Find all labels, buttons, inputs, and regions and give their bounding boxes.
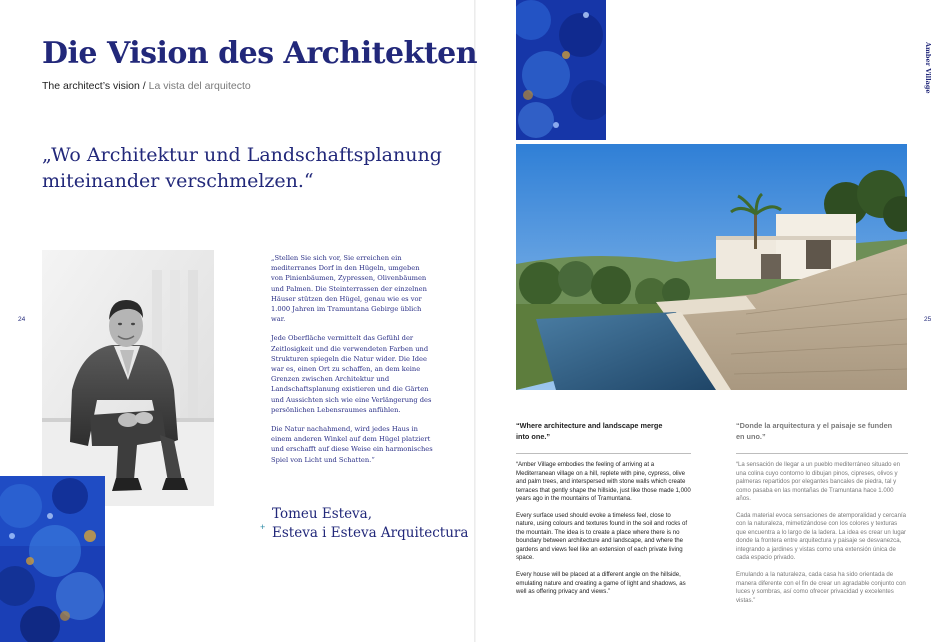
english-paragraph: Every surface used should evoke a timeless feel, close to nature, using colours and textures found in the soil and rocks of the mountain. The idea is to create a place where there is no boundary between architecture and landscape, and where the gardens and views feel like an extension of each private living space.: [516, 511, 688, 562]
english-divider: [516, 453, 691, 454]
german-body-text: [271, 253, 433, 474]
villa-landscape-photo: [516, 144, 907, 390]
english-paragraph: Every house will be placed at a different angle on the hillside, emulating nature and creating a game of light and shadows, as well as offering privacy and views.”: [516, 571, 686, 596]
spanish-divider: [736, 453, 908, 454]
plus-mark: +: [260, 522, 266, 532]
architect-portrait: [42, 250, 214, 506]
signature-name: Tomeu Esteva,: [272, 506, 373, 522]
subtitle-spanish: La vista del arquitecto: [148, 80, 251, 92]
signature-firm: Esteva i Esteva Arquitectura: [272, 525, 469, 541]
brand-name: Amber Village: [924, 42, 932, 94]
page-number-left: 24: [18, 316, 26, 323]
page-number-right: 25: [924, 316, 932, 323]
german-paragraph: Jede Oberfläche vermittelt das Gefühl der Zeitlosigkeit und die verwendeten Farben und Strukturen spiegeln die Natur wider. Die Idee war es, einen Ort zu schaffen, an dem keine Grenzen zwischen Architektur und Landschaftsplanung existieren und die Gärten und Aussichten sich wie eine Verlängerung des persönlichen Lebensraumes anfühlen.: [271, 334, 432, 414]
german-paragraph: Die Natur nachahmend, wird jedes Haus in einem anderen Winkel auf dem Hügel platziert und erschafft auf diese Weise ein harmonisches Spiel von Licht und Schatten.“: [271, 425, 433, 464]
signature: [272, 505, 468, 543]
page-title: Die Vision des Architekten: [42, 36, 478, 71]
subtitle-separator: /: [139, 80, 149, 92]
architect-portrait-photo: [42, 250, 214, 506]
blue-painting-detail-top: [516, 0, 606, 140]
page-subtitle: [42, 80, 251, 92]
villa-photo: [516, 144, 907, 390]
english-paragraph: “Amber Village embodies the feeling of arriving at a Mediterranean village on a hill, replete with pine, cypress, olive and palm trees, and interspersed with stone walls which create terraces that gently shape the hillside, just like those made 1,000 years ago in the mountains of Tramuntana.: [516, 461, 691, 503]
spanish-heading: “Donde la arquitectura y el paisaje se funden en uno.”: [736, 421, 893, 441]
spanish-paragraph: Cada material evoca sensaciones de atemporalidad y cercanía con la naturaleza, mimetizándose con los colores y texturas que encuentra a lo largo de la ladera. La idea es crear un lugar donde la frontera entre arquitectura y paisaje se desvanezca, integrando a jardines y vistas como una extensión única de cada espacio privado.: [736, 511, 907, 562]
brand-vertical: [922, 42, 934, 102]
blue-painting-texture-left: [0, 476, 105, 642]
blue-painting-detail-left: [0, 476, 105, 642]
spanish-body-text: [736, 461, 908, 613]
pull-quote: „Wo Architektur und Landschaftsplanung miteinander verschmelzen.“: [42, 144, 442, 192]
english-heading: “Where architecture and landscape merge into one.”: [516, 421, 663, 441]
spanish-paragraph: Emulando a la naturaleza, cada casa ha sido orientada de manera diferente con el fin de crear un agradable conjunto con luces y sombras, así como ofrecer privacidad y excelentes vistas.”: [736, 571, 906, 604]
german-paragraph: „Stellen Sie sich vor, Sie erreichen ein mediterranes Dorf in den Hügeln, umgeben von Pinienbäumen, Zypressen, Olivenbäumen und Palmen. Die Steinterrassen der einzelnen Häuser stützen den Hügel, genau wie es vor 1.000 Jahren im Tramuntana Gebirge üblich war.: [271, 254, 427, 324]
page-gutter: [474, 0, 476, 642]
subtitle-english: The architect’s vision: [42, 80, 140, 92]
blue-painting-texture-top: [516, 0, 606, 140]
english-body-text: [516, 461, 691, 605]
spanish-paragraph: “La sensación de llegar a un pueblo mediterráneo situado en una colina cuyo contorno lo dibujan pinos, cipreses, olivos y palmeras repartidos por elegantes bancales de piedra, tal y como pasaba en las montañas de Tramuntana hace 1.000 años.: [736, 461, 900, 503]
